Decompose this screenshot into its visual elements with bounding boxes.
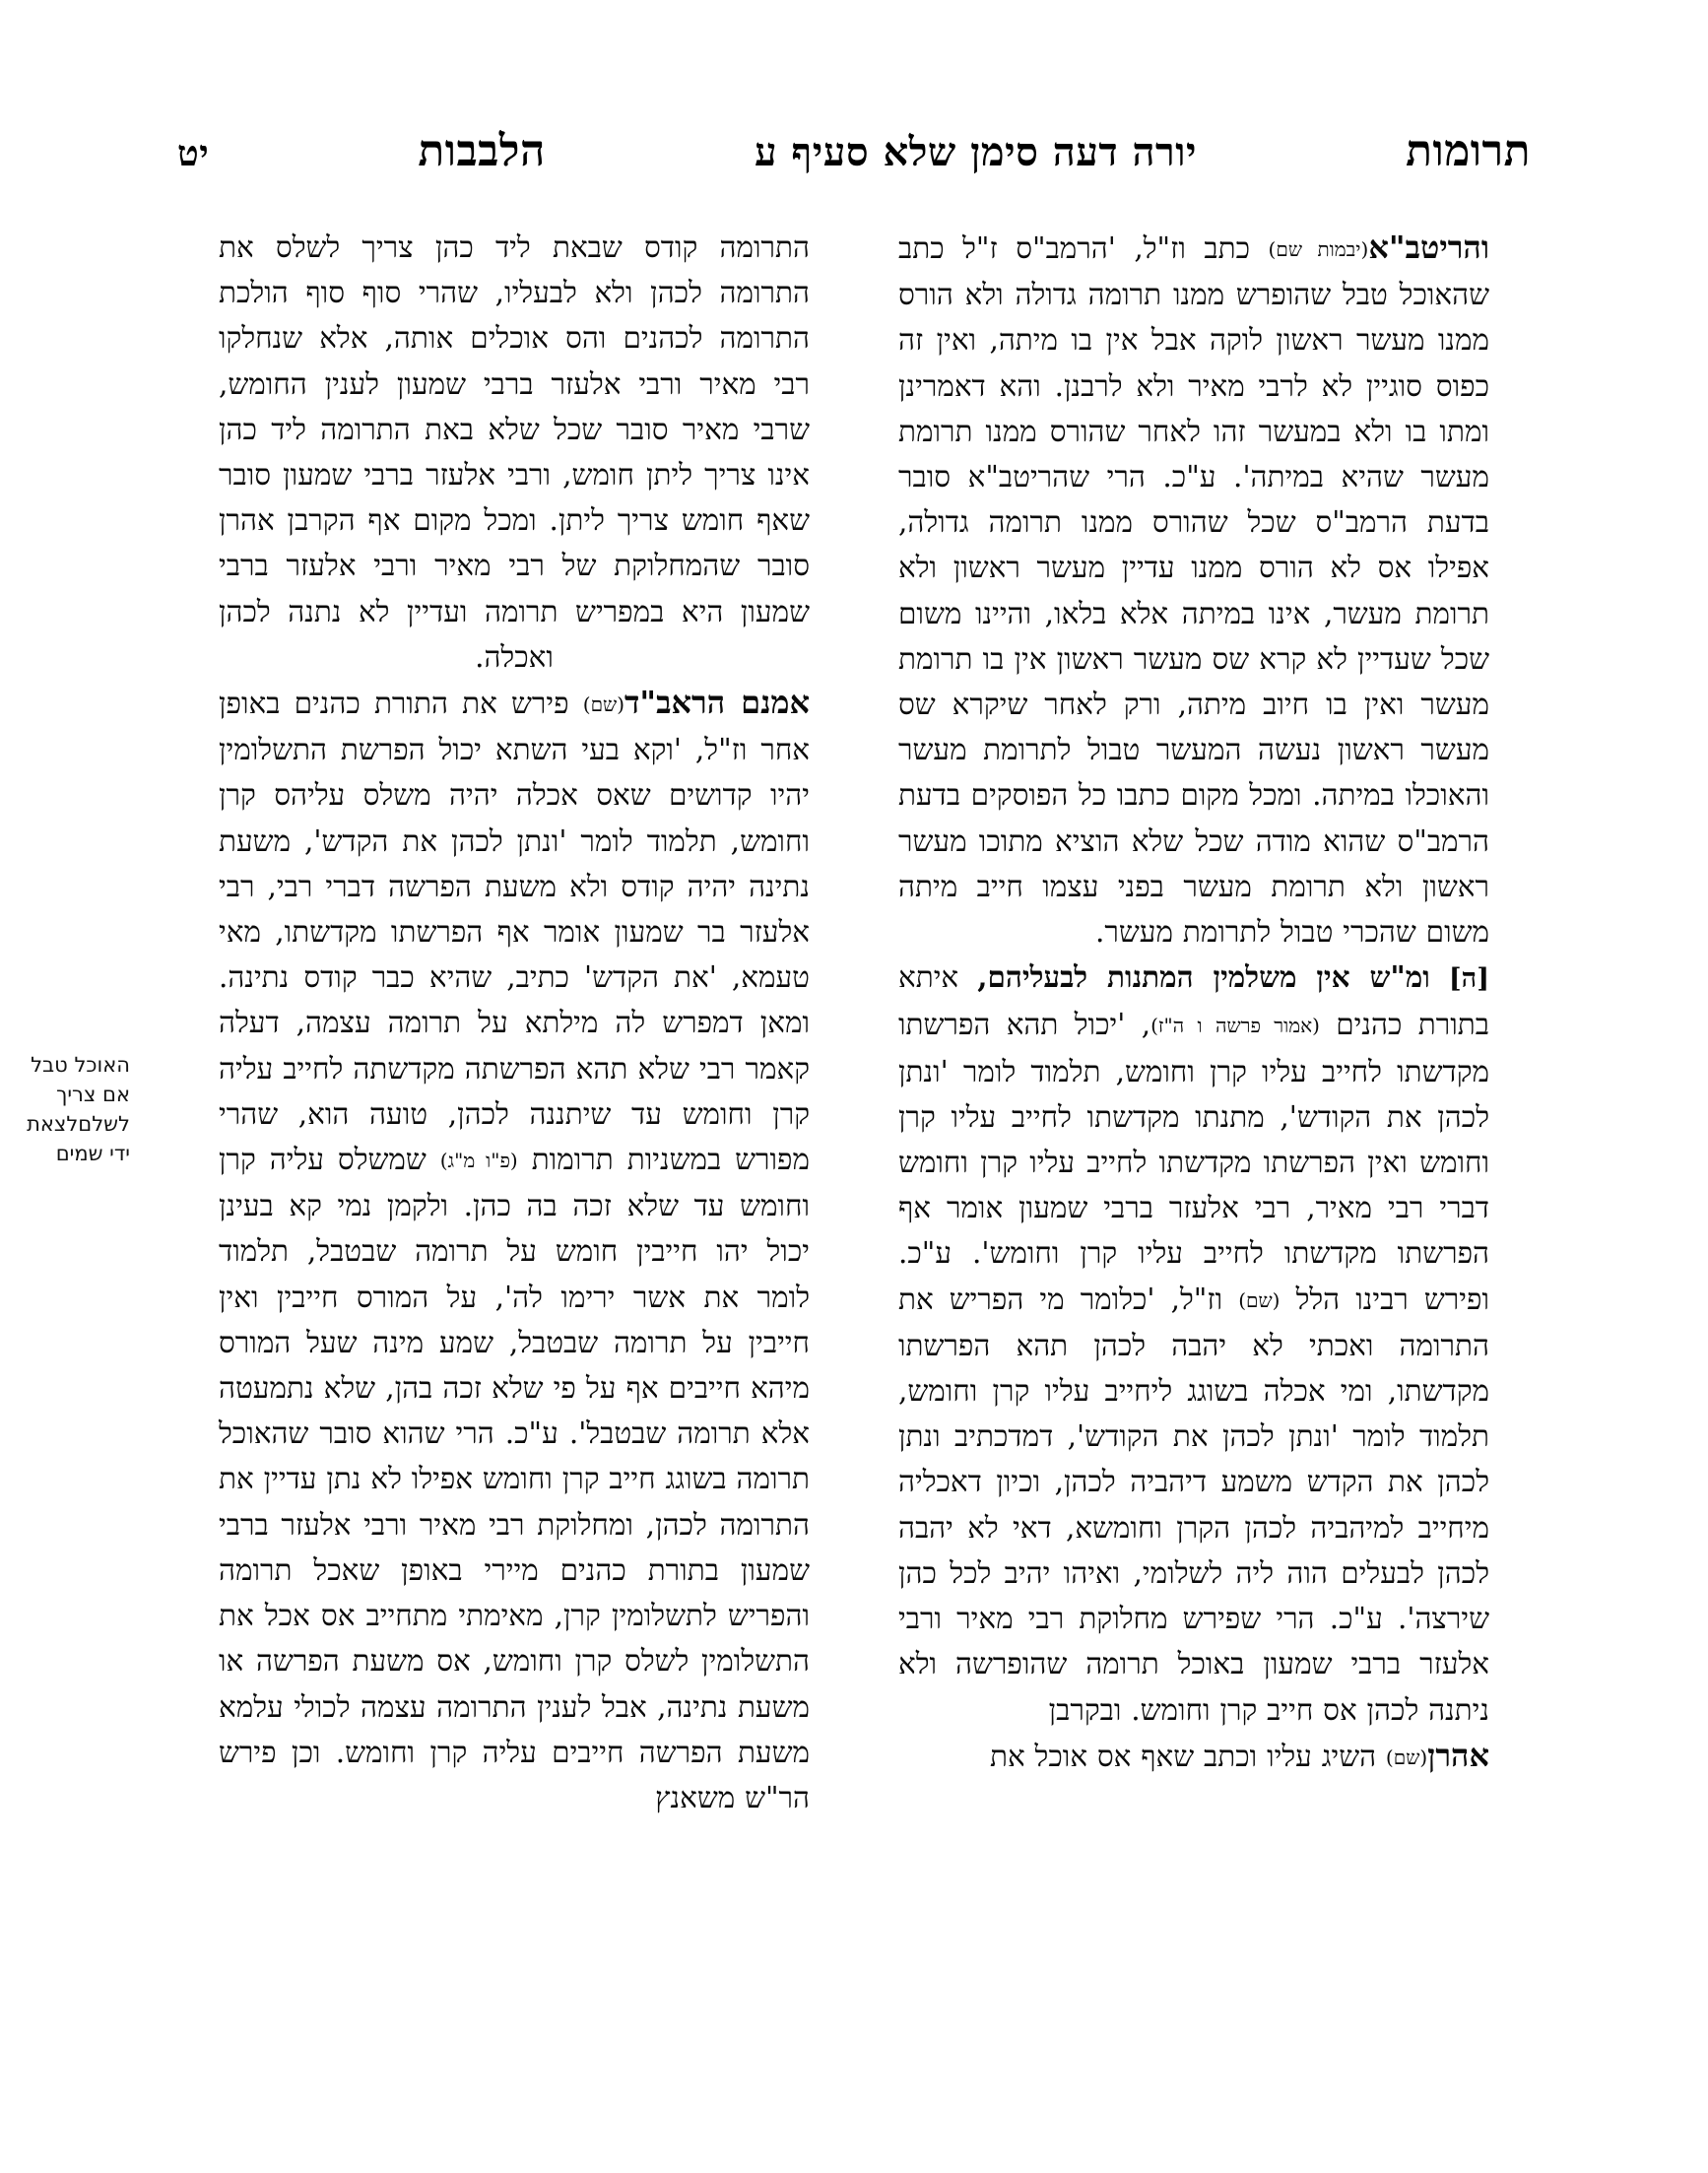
header-book-title: הלבבות xyxy=(418,126,546,176)
paragraph-body-b: , 'יכול תהא הפרשתו מקדשתו לחייב עליו קרן וחומש, תלמוד לומר 'ונתן לכהן את הקודש', מתנתו מקדשתו לחייב עליו קרן וחומש ואין הפרשתו מקדשתו לחייב עליו קרן וחומש דברי רבי מאיר, רבי אלעזר ברבי שמעון אומר אף הפרשתו מקדשתו לחייב עליו קרן וחומש'. ע"כ. ופירש רבינו הלל xyxy=(898,1008,1489,1316)
source-reference: (יבמות שם) xyxy=(1268,237,1369,261)
left-column xyxy=(219,225,810,1988)
margin-note-line-2: אם צריך xyxy=(56,1083,130,1106)
text-columns xyxy=(219,225,1489,1988)
header-work-title: תרומות xyxy=(1406,126,1531,176)
header-siman-reference: יורה דעה סימן שלא סעיף ע xyxy=(754,129,1197,175)
margin-note-line-3: לשלםלצאת xyxy=(27,1112,130,1136)
margin-note-line-4: ידי שמים xyxy=(55,1142,130,1165)
running-head xyxy=(177,126,1531,191)
paragraph-bracket-heh xyxy=(898,955,1489,1732)
source-reference-raavad: (שם) xyxy=(582,692,625,717)
paragraph-lead-haritva: והריטב"א xyxy=(1368,229,1490,266)
source-reference-torat-kohanim: (אמור פרשה ו ה"ז) xyxy=(1150,1014,1320,1038)
source-reference-aharon: (שם) xyxy=(1385,1745,1428,1769)
paragraph-body: התרומה קודס שבאת ליד כהן צריך לשלס את התרומה לכהן ולא לבעליו, שהרי סוף סוף הולכת התרומה לכהנים והס אוכלים אותה, אלא שנחלקו רבי מאיר ורבי אלעזר ברבי שמעון לענין החומש, שרבי מאיר סובר שכל שלא באת התרומה ליד כהן אינו צריך ליתן חומש, ורבי אלעזר ברבי שמעון סובר שאף חומש צריך ליתן. ומכל מקום אף הקרבן אהרן סובר שהמחלוקת של רבי מאיר ורבי אלעזר ברבי שמעון היא במפריש תרומה ועדיין לא נתנה לכהן ואכלה. xyxy=(219,230,810,674)
paragraph-teruma-kodem xyxy=(219,225,810,680)
paragraph-aharon xyxy=(898,1733,1489,1780)
margin-note-line-1: האוכל טבל xyxy=(31,1053,130,1077)
right-column xyxy=(898,225,1489,1988)
paragraph-body-a: איתא בתורת כהנים xyxy=(898,960,1489,1042)
paragraph-haritva xyxy=(898,225,1489,955)
paragraph-amnam-raavad xyxy=(219,680,810,1820)
header-folio-number: יט xyxy=(177,133,210,174)
paragraph-body: כתב וז"ל, 'הרמב"ס ז"ל כתב שהאוכל טבל שהופרש ממנו תרומה גדולה ולא הורס ממנו מעשר ראשון לוקה אבל אין בו מיתה, ואין זה כפוס סוגיין לא לרבי מאיר ולא לרבנן. והא דאמרינן ומתו בו ולא במעשר זהו לאחר שהורס ממנו תרומת מעשר שהיא במיתה'. ע"כ. הרי שהריטב"א סובר בדעת הרמב"ס שכל שהורס ממנו תרומה גדולה, אפילו אס לא הורס ממנו עדיין מעשר ראשון ולא תרומת מעשר, אינו במיתה אלא בלאו, והיינו משום שכל שעדיין לא קרא שס מעשר ראשון אין בו תרומת מעשר ואין בו חיוב מיתה, ורק לאחר שיקרא שס מעשר ראשון נעשה המעשר טבול לתרומת מעשר והאוכלו במיתה. ומכל מקום כתבו כל הפוסקים בדעת הרמב"ס שהוא מודה שכל שלא הוציא מתוכו מעשר ראשון ולא תרומת מעשר בפני עצמו חייב מיתה משום שהכרי טבול לתרומת מעשר. xyxy=(898,231,1489,950)
paragraph-lead-aharon: אהרן xyxy=(1427,1736,1489,1774)
paragraph-lead-raavad: אמנם הראב"ד xyxy=(624,684,811,722)
margin-note xyxy=(4,1050,130,1168)
source-reference-sham: (שם) xyxy=(1238,1287,1281,1312)
paragraph-body-a: פירש את התורת כהנים באופן אחר וז"ל, 'וקא בעי השתא יכול הפרשת התשלומין יהיו קדושים שאס אכלה יהיה משלס עליהס קרן וחומש, תלמוד לומר 'ונתן לכהן את הקדש', משעת נתינה יהיה קודס ולא משעת הפרשה דברי רבי, רבי אלעזר בר שמעון אומר אף הפרשתו מקדשתו, מאי טעמא, 'את הקדש' כתיב, שהיא כבר קודס נתינה. ומאן דמפרש לה מילתא על תרומה עצמה, דעלה קאמר רבי שלא תהא הפרשתה מקדשתה לחייב עליה קרן וחומש עד שיתננה לכהן, טועה הוא, שהרי מפורש במשניות תרומות xyxy=(219,687,811,1177)
paragraph-body-c: וז"ל, 'כלומר מי הפריש את התרומה ואכתי לא יהבה לכהן תהא הפרשתו מקדשתו, ומי אכלה בשוגג ליחייב עליו קרן וחומש, תלמוד לומר 'ונתן לכהן את הקודש', דמדכתיב ונתן לכהן את הקדש משמע דיהביה לכהן, וכיון דאכליה מיחייב למיהביה לכהן הקרן וחומשא, דאי לא יהבה לכהן לבעלים הוה ליה לשלומי, ואיהו יהיב לכל כהן שירצה'. ע"כ. הרי שפירש מחלוקת רבי מאיר ורבי אלעזר ברבי שמעון באוכל תרומה שהופרשה ולא ניתנה לכהן אס חייב קרן וחומש. ובקרבן xyxy=(898,1282,1489,1727)
paragraph-body-b: שמשלס עליה קרן וחומש עד שלא זכה בה כהן. ולקמן נמי קא בעינן יכול יהו חייבין חומש על תרומה שבטבל, תלמוד לומר את אשר ירימו לה', על המורס חייבין ואין חייבין על תרומה שבטבל, שמע מינה שעל המורס מיהא חייבים אף על פי שלא זכה בהן, שלא נתמעטה אלא תרומה שבטבל'. ע"כ. הרי שהוא סובר שהאוכל תרומה בשוגג חייב קרן וחומש אפילו לא נתן עדיין את התרומה לכהן, ומחלוקת רבי מאיר ורבי אלעזר ברבי שמעון בתורת כהנים מיירי באופן שאכל תרומה והפריש לתשלומין קרן, מאימתי מתחייב אס אכל את התשלומין לשלס קרן וחומש, אס משעת הפרשה או משעת נתינה, אבל לענין התרומה עצמה לכולי עלמא משעת הפרשה חייבים עליה קרן וחומש. וכן פירש הר"ש משאנץ xyxy=(219,1143,810,1814)
source-reference-terumot-mishna: (פ"ו מ"ג) xyxy=(439,1149,518,1173)
paragraph-body: השיג עליו וכתב שאף אס אוכל את xyxy=(989,1739,1386,1773)
section-bracket-marker: [ה] xyxy=(1448,963,1489,995)
paragraph-lead-umash: ומ"ש אין משלמין המתנות לבעליהם, xyxy=(977,959,1430,995)
